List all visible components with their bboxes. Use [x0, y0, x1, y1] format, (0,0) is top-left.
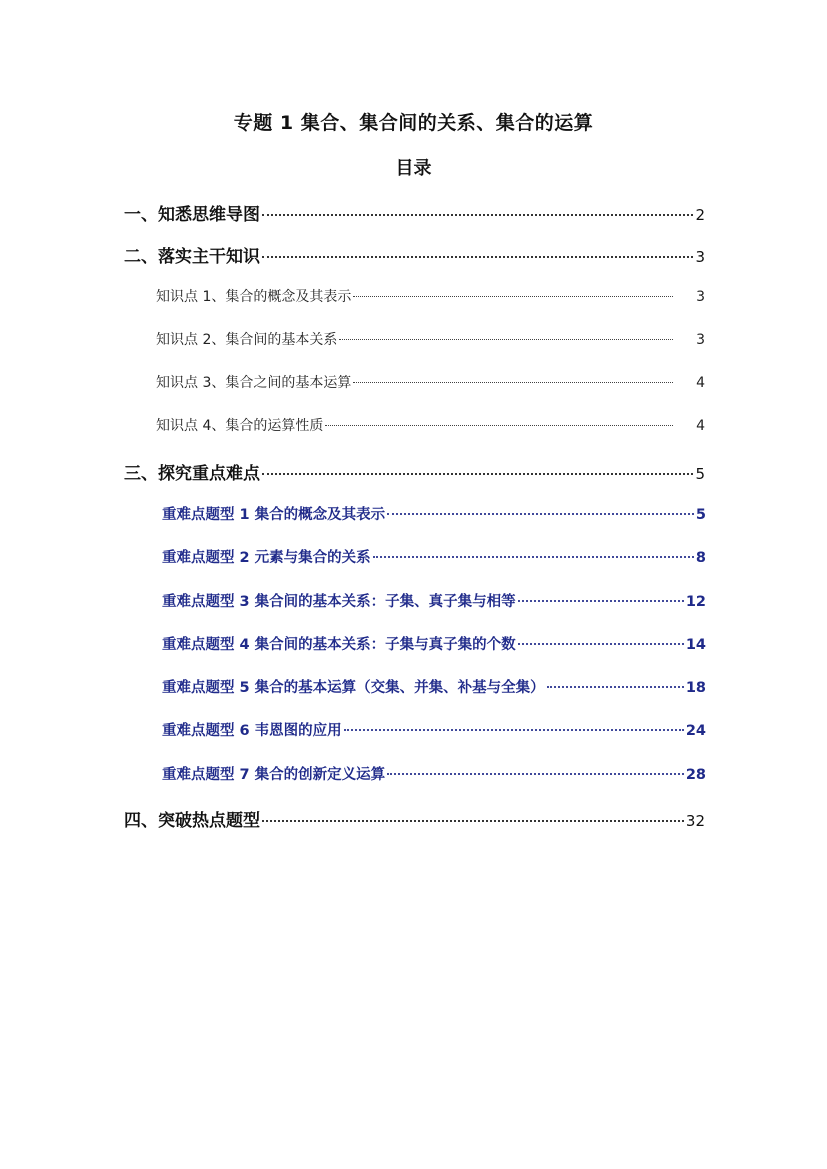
toc-entry-problem-type-5[interactable]: [162, 676, 706, 697]
toc-page-number: 4: [696, 418, 705, 434]
toc-entry-label: 重难点题型 3 集合间的基本关系：子集、真子集与相等: [162, 594, 516, 610]
toc-page-number: 12: [685, 594, 706, 610]
dot-leader: [547, 685, 684, 688]
toc-entry-label: 重难点题型 2 元素与集合的关系: [162, 550, 371, 566]
dot-leader: [373, 555, 694, 558]
toc-entry-knowledge-4[interactable]: [156, 415, 705, 435]
dot-leader: [262, 213, 693, 216]
dot-leader: [387, 512, 694, 515]
toc-entry-problem-type-3[interactable]: [162, 590, 706, 611]
toc-page-number: 8: [695, 550, 706, 566]
dot-leader: [518, 642, 684, 645]
toc-entry-section-3[interactable]: [124, 459, 705, 484]
toc-page-number: 4: [696, 375, 705, 391]
toc-entry-label: 知识点 1、集合的概念及其表示: [156, 289, 352, 305]
toc-entry-problem-type-6[interactable]: [162, 719, 706, 740]
toc-page-number: 28: [685, 767, 706, 783]
toc-entry-label: 二、落实主干知识: [124, 247, 260, 267]
toc-entry-knowledge-3[interactable]: [156, 372, 705, 392]
dot-leader: [339, 338, 673, 340]
toc-entry-label: 重难点题型 4 集合间的基本关系：子集与真子集的个数: [162, 637, 516, 653]
dot-leader: [353, 295, 673, 297]
toc-entry-problem-type-2[interactable]: [162, 546, 706, 567]
dot-leader: [353, 381, 673, 383]
toc-entry-knowledge-1[interactable]: [156, 286, 705, 306]
toc-page-number: 3: [696, 289, 705, 305]
toc-entry-label: 重难点题型 6 韦恩图的应用: [162, 723, 342, 739]
toc-entry-label: 知识点 4、集合的运算性质: [156, 418, 324, 434]
toc-entry-section-2[interactable]: [124, 242, 705, 267]
toc-entry-label: 知识点 2、集合间的基本关系: [156, 332, 338, 348]
toc-entry-label: 三、探究重点难点: [124, 464, 260, 484]
toc-entry-problem-type-1[interactable]: [162, 503, 706, 524]
document-title: 专题 1 集合、集合间的关系、集合的运算: [233, 112, 594, 134]
toc-page-number: 5: [695, 507, 706, 523]
dot-leader: [262, 472, 693, 475]
toc-entry-knowledge-2[interactable]: [156, 329, 705, 349]
toc-entry-section-4[interactable]: [124, 806, 705, 831]
dot-leader: [262, 255, 693, 258]
toc-page-number: 14: [685, 637, 706, 653]
toc-page-number: 3: [695, 248, 705, 266]
toc-entry-label: 重难点题型 5 集合的基本运算（交集、并集、补基与全集）: [162, 680, 545, 696]
toc-entry-label: 重难点题型 1 集合的概念及其表示: [162, 507, 386, 523]
toc-heading: 目录: [395, 158, 432, 179]
toc-page-number: 3: [696, 332, 705, 348]
toc-entry-label: 知识点 3、集合之间的基本运算: [156, 375, 352, 391]
toc-page-number: 24: [685, 723, 706, 739]
dot-leader: [344, 728, 684, 731]
dot-leader: [262, 819, 684, 822]
toc-page-number: 18: [685, 680, 706, 696]
toc-page-number: 2: [695, 206, 705, 224]
toc-entry-problem-type-4[interactable]: [162, 633, 706, 654]
toc-entry-label: 一、知悉思维导图: [124, 205, 260, 225]
toc-page-number: 5: [695, 465, 705, 483]
dot-leader: [518, 599, 684, 602]
toc-entry-label: 四、突破热点题型: [124, 811, 260, 831]
toc-entry-problem-type-7[interactable]: [162, 763, 706, 784]
toc-page-number: 32: [685, 812, 705, 830]
dot-leader: [325, 424, 673, 426]
dot-leader: [387, 772, 684, 775]
toc-entry-section-1[interactable]: [124, 200, 705, 225]
toc-entry-label: 重难点题型 7 集合的创新定义运算: [162, 767, 386, 783]
